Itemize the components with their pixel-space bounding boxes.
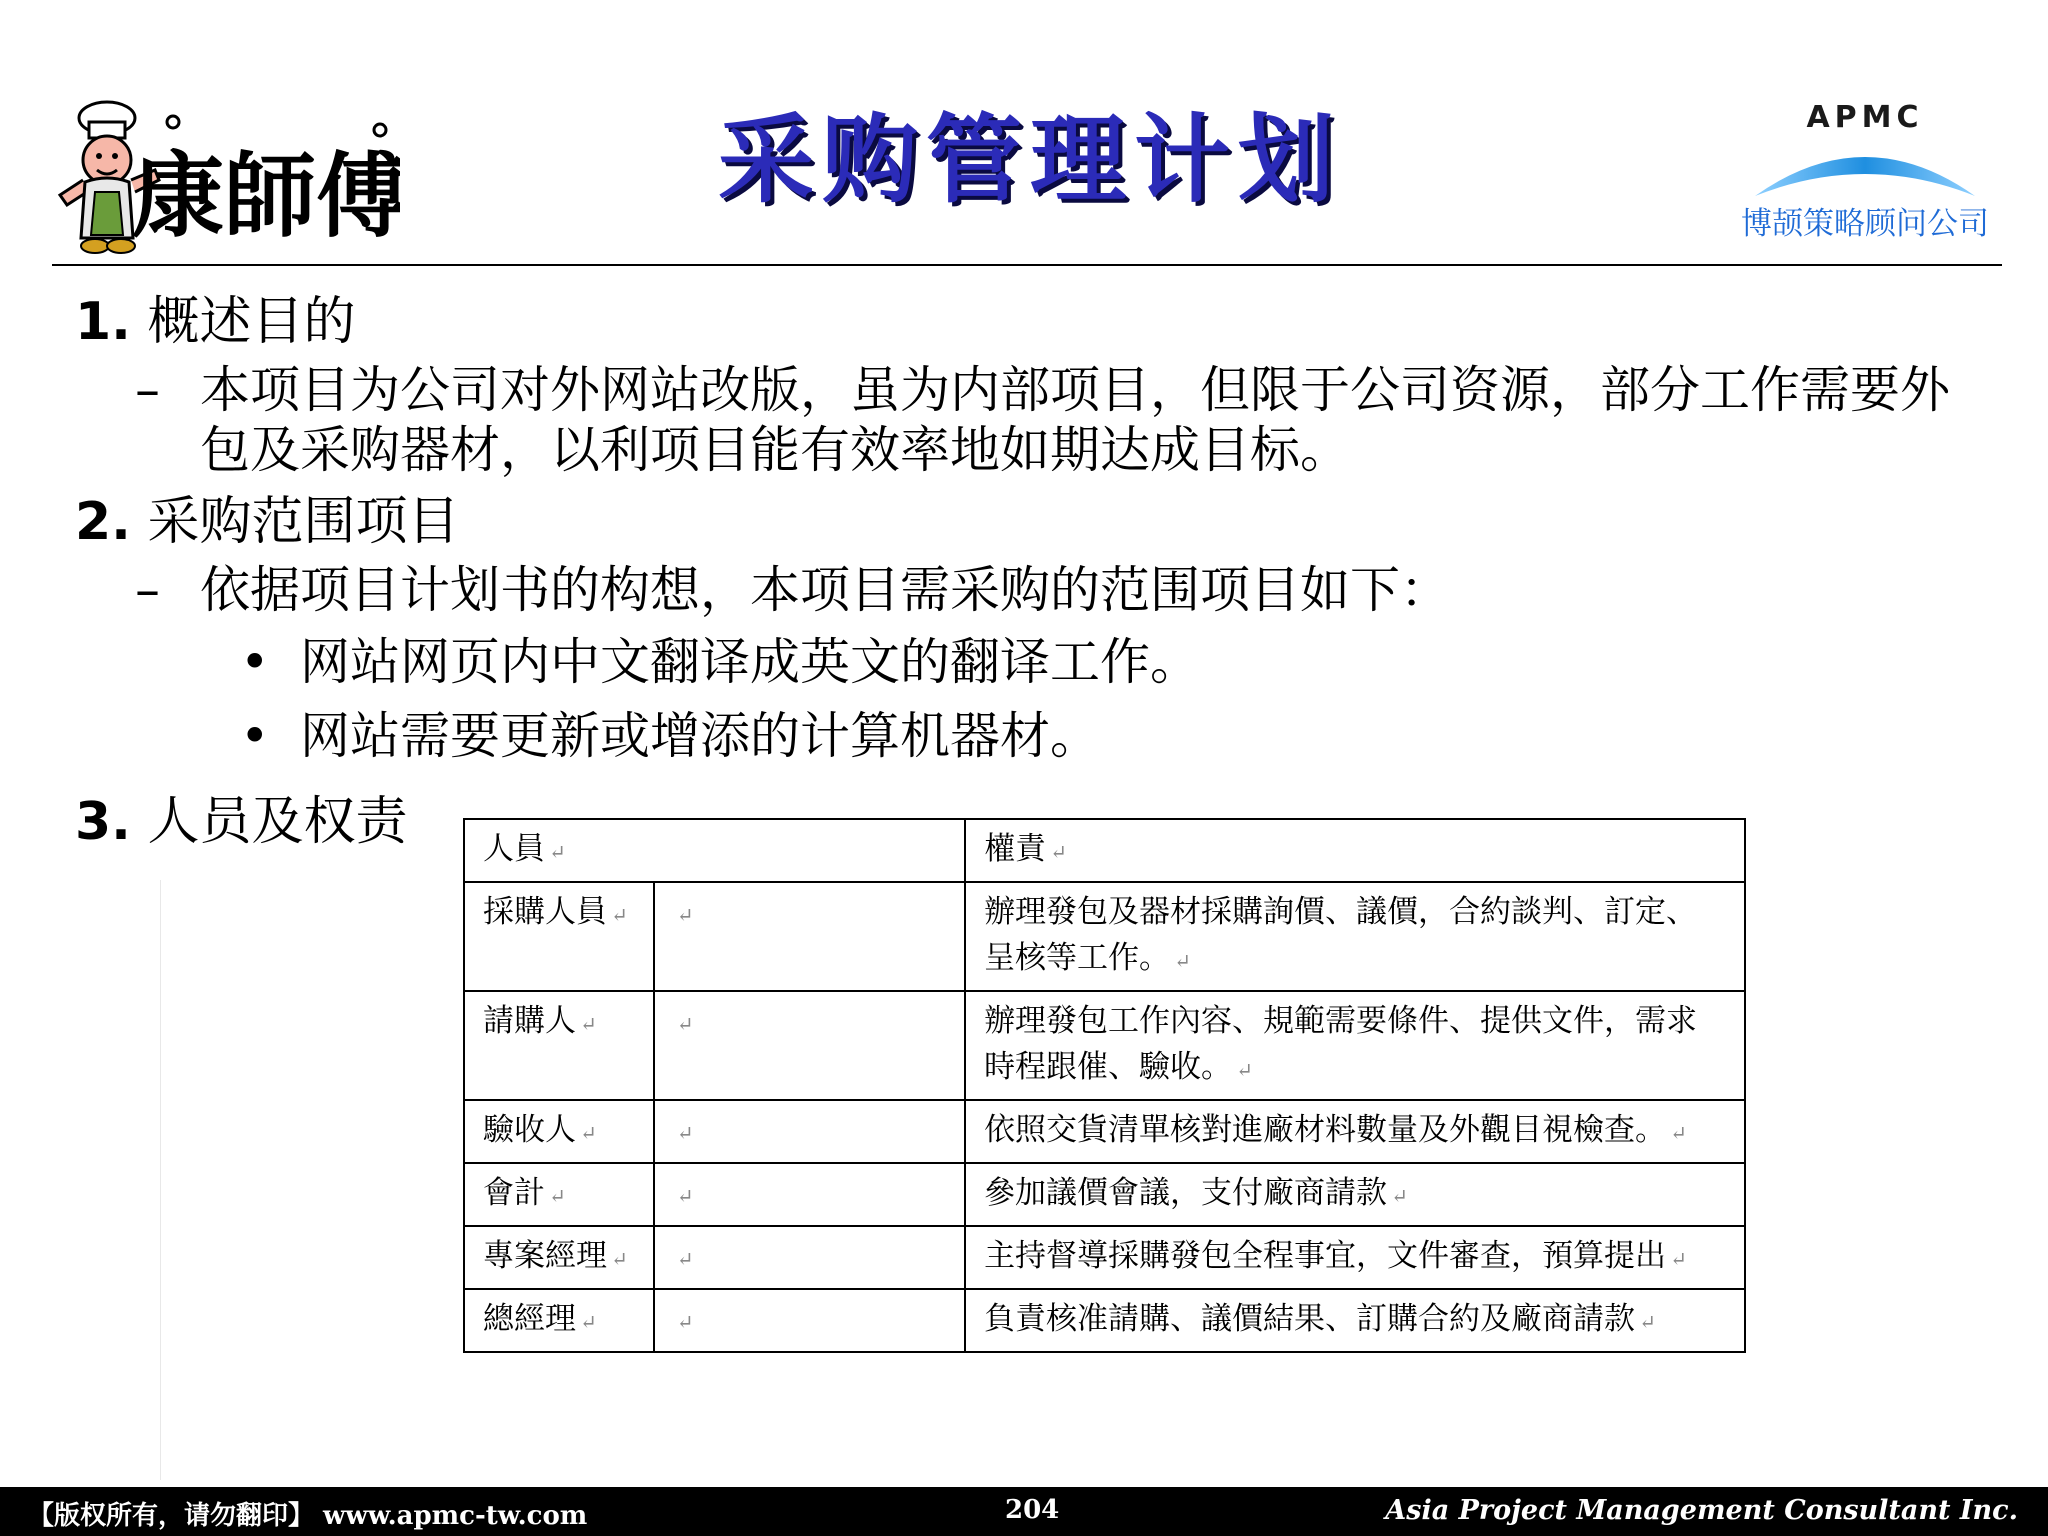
empty-cell: ↵ (654, 1226, 965, 1289)
dash-marker: – (135, 561, 160, 619)
role-cell: 採購人員 ↵ (464, 882, 654, 991)
bullet-dot-icon: • (240, 707, 270, 765)
role-cell: 請購人 ↵ (464, 991, 654, 1100)
page-title: 采购管理计划 (718, 104, 1342, 216)
table-header-cell: 權責 ↵ (965, 819, 1745, 882)
apmc-subtitle: 博颉策略顾问公司 (1741, 206, 1989, 242)
section-1-dash-item: – 本项目为公司对外网站改版，虽为内部项目，但限于公司资源，部分工作需要外包及采购器材，以利项目能有效率地如期达成目标。 (135, 361, 1950, 479)
header-divider (52, 264, 2002, 266)
empty-cell: ↵ (654, 991, 965, 1100)
table-row (464, 991, 1745, 1100)
table-row (464, 882, 1745, 991)
duty-cell: 主持督導採購發包全程事宜，文件審查，預算提出 ↵ (965, 1226, 1745, 1289)
role-cell: 驗收人 ↵ (464, 1100, 654, 1163)
table-row (464, 1163, 1745, 1226)
svg-text:康師傅: 康師傅 (131, 142, 400, 250)
section-2-heading: 2. 采购范围项目 (75, 492, 460, 552)
empty-cell: ↵ (654, 1163, 965, 1226)
bullet-item: • 网站网页内中文翻译成英文的翻译工作。 (240, 633, 1200, 691)
duty-cell: 參加議價會議，支付廠商請款 ↵ (965, 1163, 1745, 1226)
arc-icon (1750, 138, 1980, 198)
role-cell: 專案經理 ↵ (464, 1226, 654, 1289)
duty-cell: 辦理發包及器材採購詢價、議價，合約談判、訂定、呈核等工作。 ↵ (965, 882, 1745, 991)
slide-content (75, 290, 1975, 780)
section-2-dash-item: – 依据项目计划书的构想，本项目需采购的范围项目如下： (135, 561, 1450, 619)
apmc-brand: APMC (1806, 100, 1924, 135)
page-number: 204 (1005, 1495, 1060, 1525)
duty-cell: 負責核准請購、議價結果、訂購合約及廠商請款 ↵ (965, 1289, 1745, 1352)
empty-cell: ↵ (654, 1289, 965, 1352)
divider (160, 880, 161, 1480)
empty-cell: ↵ (654, 1100, 965, 1163)
duty-cell: 辦理發包工作內容、規範需要條件、提供文件，需求時程跟催、驗收。 ↵ (965, 991, 1745, 1100)
apmc-logo (1720, 100, 2010, 240)
dash-marker: – (135, 361, 160, 419)
bullet-item: • 网站需要更新或增添的计算机器材。 (240, 707, 1100, 765)
table-row (464, 1289, 1745, 1352)
kangshifu-logo (55, 100, 400, 260)
role-cell: 會計 ↵ (464, 1163, 654, 1226)
table-header-row (464, 819, 1745, 882)
bullet-dot-icon: • (240, 633, 270, 691)
table-row (464, 1100, 1745, 1163)
table-header-cell: 人員 ↵ (464, 819, 965, 882)
section-1-heading: 1. 概述目的 (75, 292, 356, 352)
table-row (464, 1226, 1745, 1289)
empty-cell: ↵ (654, 882, 965, 991)
chef-mascot-icon (55, 100, 400, 260)
footer-copyright: 【版权所有，请勿翻印】 www.apmc-tw.com (28, 1501, 588, 1531)
footer-company: Asia Project Management Consultant Inc. (1385, 1495, 2018, 1526)
roles-table (463, 818, 1746, 1353)
section-3-heading: 3. 人员及权责 (75, 792, 408, 852)
role-cell: 總經理 ↵ (464, 1289, 654, 1352)
duty-cell: 依照交貨清單核對進廠材料數量及外觀目視檢查。 ↵ (965, 1100, 1745, 1163)
footer-bar (0, 1487, 2048, 1536)
